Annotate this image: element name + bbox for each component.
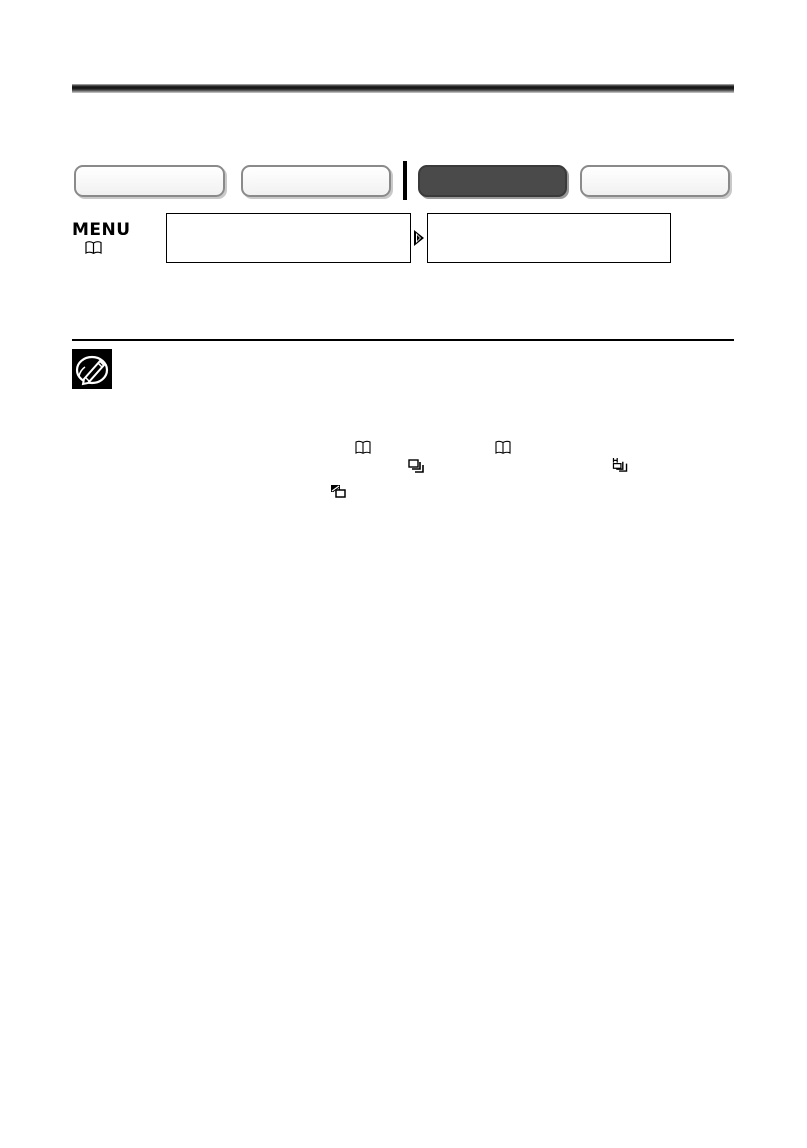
continuous-shooting-icon [408, 459, 424, 473]
header-rule [72, 84, 734, 93]
book-icon [355, 440, 371, 454]
mode-tab-active [418, 165, 567, 197]
section-rule [72, 339, 734, 341]
mode-tab-2 [241, 165, 391, 197]
book-icon [495, 440, 511, 454]
mode-tab-divider [403, 161, 407, 200]
arrow-right-icon [413, 229, 425, 247]
menu-path-step-2 [427, 213, 671, 263]
mode-tab-1 [74, 165, 225, 197]
menu-path-step-1 [166, 213, 411, 263]
pencil-note-icon [72, 349, 112, 389]
high-speed-continuous-shooting-icon [612, 458, 628, 472]
mode-tab-4 [580, 165, 730, 197]
book-icon [85, 241, 102, 254]
auto-exposure-bracketing-icon [330, 484, 346, 498]
menu-label: MENU [72, 220, 131, 240]
